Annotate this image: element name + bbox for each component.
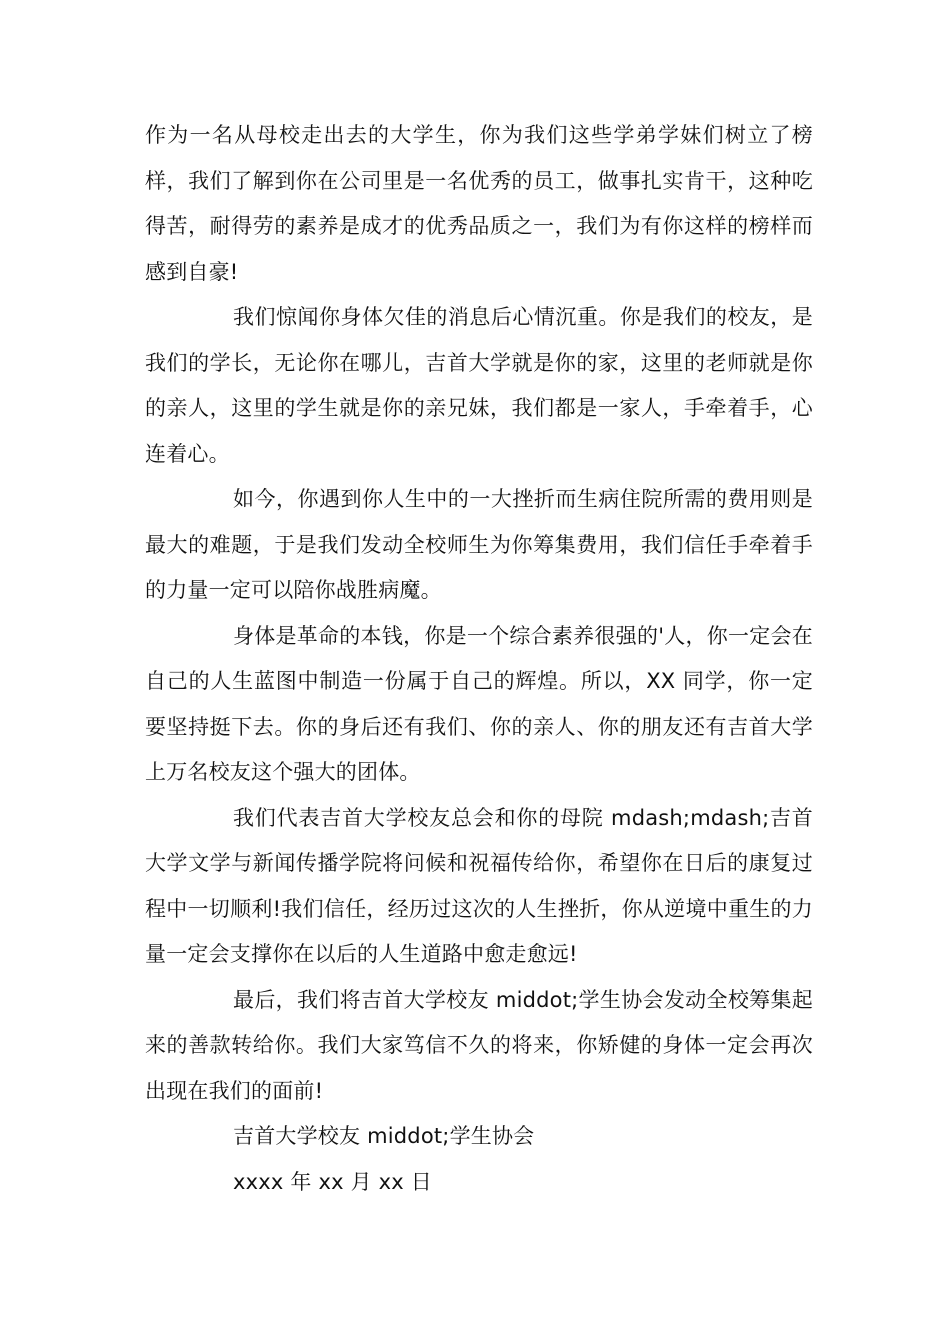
letter-body (145, 113, 813, 1205)
paragraph-2: 我们惊闻你身体欠佳的消息后心情沉重。你是我们的校友，是我们的学长，无论你在哪儿，吉首大学就是你的家，这里的老师就是你的亲人，这里的学生就是你的亲兄妹，我们都是一家人，手牵着手，心连着心。 (145, 305, 813, 466)
paragraph-3: 如今，你遇到你人生中的一大挫折而生病住院所需的费用则是最大的难题，于是我们发动全校师生为你筹集费用，我们信任手牵着手的力量一定可以陪你战胜病魔。 (145, 487, 813, 602)
signature: 吉首大学校友 middot;学生协会 (233, 1124, 535, 1148)
paragraph-4: 身体是革命的本钱，你是一个综合素养很强的'人，你一定会在自己的人生蓝图中制造一份属于自己的辉煌。所以，XX 同学，你一定要坚持挺下去。你的身后还有我们、你的亲人、你的朋友还有吉首大学上万名校友这个强大的团体。 (145, 623, 813, 784)
paragraph-6: 最后，我们将吉首大学校友 middot;学生协会发动全校筹集起来的善款转给你。我们大家笃信不久的将来，你矫健的身体一定会再次出现在我们的面前! (145, 987, 813, 1103)
paragraph-1: 作为一名从母校走出去的大学生，你为我们这些学弟学妹们树立了榜样，我们了解到你在公司里是一名优秀的员工，做事扎实肯干，这种吃得苦，耐得劳的素养是成才的优秀品质之一，我们为有你这样的榜样而感到自豪! (145, 123, 813, 284)
date: xxxx 年 xx 月 xx 日 (233, 1169, 432, 1194)
paragraph-5: 我们代表吉首大学校友总会和你的母院 mdash;mdash;吉首大学文学与新闻传播学院将问候和祝福传给你，希望你在日后的康复过程中一切顺利!我们信任，经历过这次的人生挫折，你从逆境中重生的力量一定会支撑你在以后的人生道路中愈走愈远! (145, 805, 813, 966)
